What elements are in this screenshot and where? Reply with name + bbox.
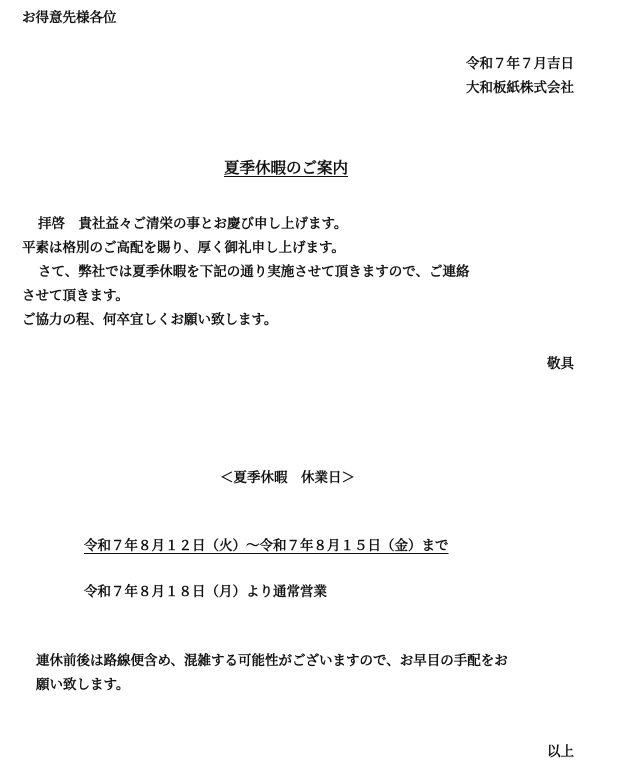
addressee: お得意先様各位 (22, 10, 117, 26)
holiday-period: 令和７年８月１２日（火）～令和７年８月１５日（金）まで (84, 538, 449, 554)
body-line-1: 拝啓 貴社益々ご清栄の事とお慶び申し上げます。 (38, 216, 348, 232)
issue-date: 令和７年７月吉日 (466, 56, 574, 72)
body-line-3: さて、弊社では夏季休暇を下記の通り実施させて頂きますので、ご連絡 (38, 264, 470, 280)
note-line-1: 連休前後は路線便含め、混雑する可能性がございますので、お早目の手配をお (36, 653, 508, 669)
body-line-5: ご協力の程、何卒宜しくお願い致します。 (22, 312, 278, 328)
resume-notice: 令和７年８月１８日（月）より通常営業 (84, 584, 327, 600)
body-line-4: させて頂きます。 (22, 288, 129, 304)
closing-keigu: 敬具 (547, 356, 574, 372)
body-line-2: 平素は格別のご高配を賜り、厚く御礼申し上げます。 (22, 240, 345, 256)
company-name: 大和板紙株式会社 (466, 80, 574, 96)
document-title: 夏季休暇のご案内 (224, 159, 349, 177)
note-line-2: 願い致します。 (36, 677, 130, 693)
section-heading: ＜夏季休暇 休業日＞ (220, 470, 355, 486)
end-mark: 以上 (547, 744, 574, 760)
